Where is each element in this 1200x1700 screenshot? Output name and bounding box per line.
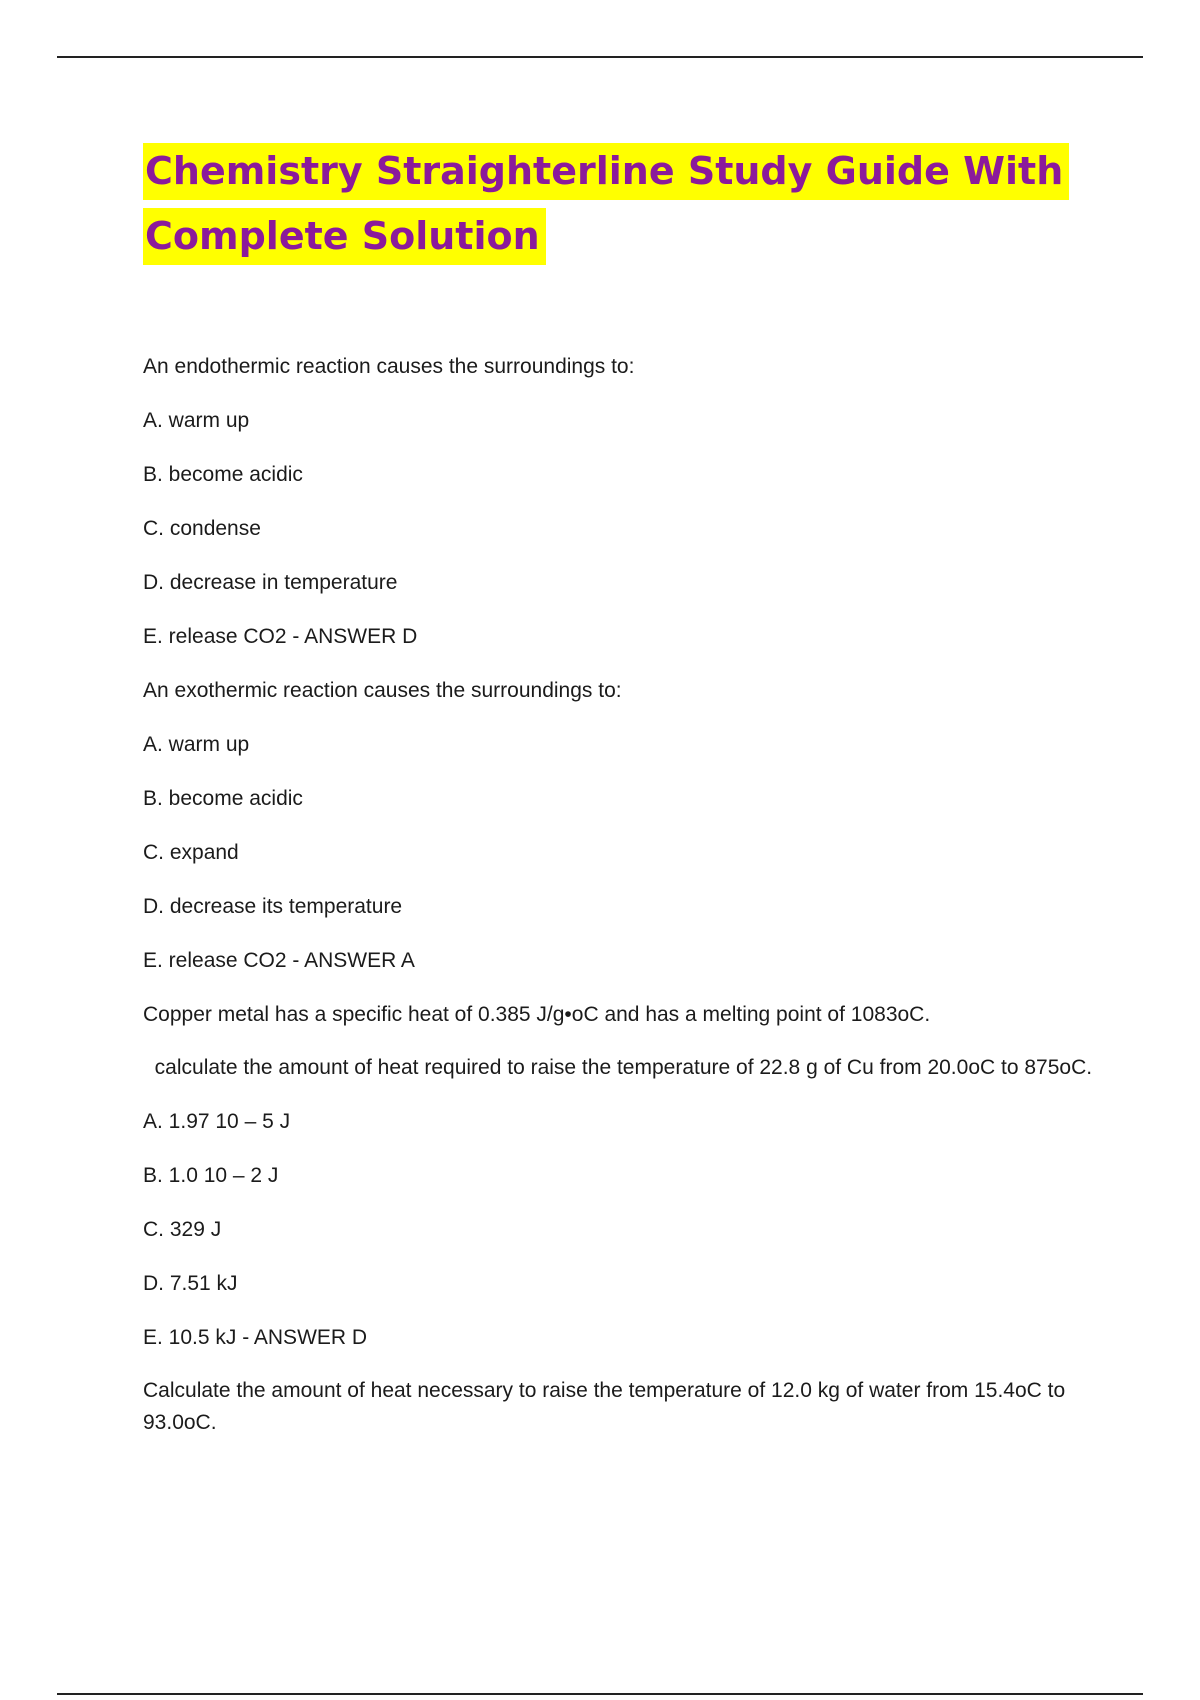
question-1-option-e-answer: E. release CO2 - ANSWER D	[143, 625, 418, 648]
question-3-option-a: A. 1.97 10 – 5 J	[143, 1110, 291, 1133]
title-line-2: Complete Solution	[143, 208, 546, 265]
question-1-option-a: A. warm up	[143, 409, 250, 432]
question-2-option-c: C. expand	[143, 841, 239, 864]
question-3-option-d: D. 7.51 kJ	[143, 1272, 238, 1295]
question-2-text: An exothermic reaction causes the surroundings to:	[143, 679, 622, 702]
question-3-context: Copper metal has a specific heat of 0.385 J/g•oC and has a melting point of 1083oC.	[143, 1003, 931, 1026]
question-3-option-e-answer: E. 10.5 kJ - ANSWER D	[143, 1326, 368, 1349]
document-body	[143, 350, 1103, 1460]
question-4-text: Calculate the amount of heat necessary to raise the temperature of 12.0 kg of water from 15.4oC to 93.0oC.	[143, 1379, 1072, 1434]
title-line-1: Chemistry Straighterline Study Guide With	[143, 143, 1069, 200]
question-3-option-b: B. 1.0 10 – 2 J	[143, 1164, 279, 1187]
question-1-text: An endothermic reaction causes the surroundings to:	[143, 355, 635, 378]
question-1-option-b: B. become acidic	[143, 463, 303, 486]
top-rule	[57, 56, 1143, 58]
document-title	[143, 143, 1093, 273]
bottom-rule	[57, 1693, 1143, 1695]
question-3-text: calculate the amount of heat required to raise the temperature of 22.8 g of Cu from 20.0oC to 875oC.	[143, 1056, 1093, 1079]
question-1-option-c: C. condense	[143, 517, 261, 540]
question-1-option-d: D. decrease in temperature	[143, 571, 398, 594]
question-2-option-e-answer: E. release CO2 - ANSWER A	[143, 949, 415, 972]
question-2-option-b: B. become acidic	[143, 787, 303, 810]
question-2-option-d: D. decrease its temperature	[143, 895, 403, 918]
question-3-option-c: C. 329 J	[143, 1218, 222, 1241]
question-2-option-a: A. warm up	[143, 733, 250, 756]
